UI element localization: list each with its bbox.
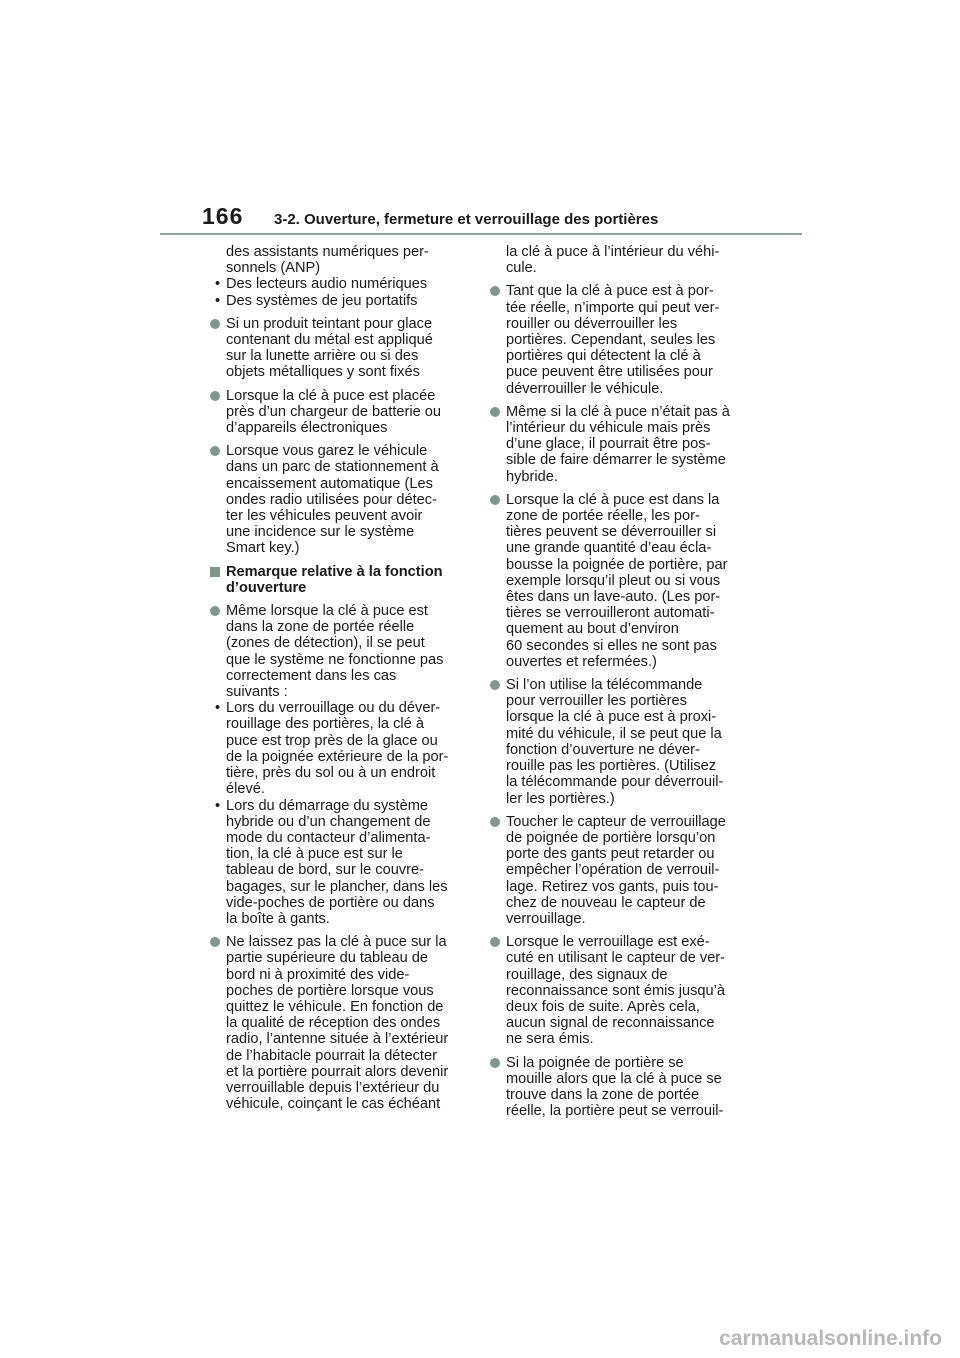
list-item <box>210 798 472 928</box>
bullet-text: Si l’on utilise la télécommande pour verrouiller les portières lorsque la clé à puce est à proxi- mité du véhicule, il se peut que la fonction d’ouverture ne déver- rouille pas les portières. (Utilisez la télécommande pour déverrouil- ler les portières.) <box>506 677 724 807</box>
list-dash: • <box>215 276 221 293</box>
bullet-icon <box>210 937 220 947</box>
bullet-icon <box>210 319 220 329</box>
bullet-paragraph <box>210 603 472 700</box>
list-dash: • <box>215 292 221 309</box>
list-item-text: Lors du démarrage du système hybride ou d’un changement de mode du contacteur d’alimenta- tion, la clé à puce est sur le tableau de bord, sur le couvre- bagages, sur le plancher, dans les vide-poches de portière ou dans la boîte à gants. <box>226 797 448 927</box>
continued-text: des assistants numériques per- sonnels (ANP) <box>226 244 429 277</box>
bullet-icon <box>210 606 220 616</box>
section-heading <box>210 564 472 596</box>
bullet-text: Lorsque la clé à puce est placée près d’un chargeur de batterie ou d’appareils électroniques <box>226 387 441 437</box>
page-header <box>202 203 802 235</box>
bullet-paragraph <box>210 388 472 437</box>
list-item-text: Lors du verrouillage ou du déver- rouillage des portières, la clé à puce est trop près de la glace ou de la poignée extérieure de la por- tière, près du sol ou à un endroit élevé. <box>226 700 449 798</box>
bullet-paragraph <box>210 443 472 556</box>
watermark: carmanualsonline.info <box>719 1327 942 1350</box>
bullet-paragraph <box>490 934 760 1047</box>
bullet-paragraph <box>490 283 760 396</box>
bullet-icon <box>490 817 500 827</box>
list-item <box>210 276 472 292</box>
right-column <box>490 244 760 1126</box>
bullet-text: Même lorsque la clé à puce est dans la zone de portée réelle (zones de détection), il se peut que le système ne fonctionne pas correctement dans les cas suivants : <box>226 603 444 701</box>
continued-text: la clé à puce à l’intérieur du véhi- cule. <box>506 244 720 277</box>
list-item <box>210 700 472 797</box>
bullet-icon <box>490 680 500 690</box>
list-item <box>210 293 472 309</box>
header-rule <box>160 233 802 235</box>
bullet-icon <box>490 407 500 417</box>
bullet-text: Lorsque le verrouillage est exé- cuté en utilisant le capteur de ver- rouillage, des signaux de reconnaissance sont émis jusqu’à deux fois de suite. Après cela, aucun signal de reconnaissance ne sera émis. <box>506 934 726 1048</box>
bullet-paragraph <box>490 1055 760 1120</box>
bullet-text: Tant que la clé à puce est à por- tée réelle, n’importe qui peut ver- rouiller ou déverrouiller les portières. Cependant, seules les portières qui détectent la clé à puce peuvent être utilisées pour déverrouiller le véhicule. <box>506 283 720 397</box>
bullet-paragraph <box>210 316 472 381</box>
bullet-text: Lorsque la clé à puce est dans la zone de portée réelle, les por- tières peuvent se déverrouiller si une grande quantité d’eau écla- bousse la poignée de portière, par exemple lorsqu’il pleut ou si vous êtes dans un lave-auto. (Les por- tières se verrouilleront automati- quement au bout d’environ 60 secondes si elles ne sont pas ouvertes et refermées.) <box>506 491 728 670</box>
bullet-text: Toucher le capteur de verrouillage de poignée de portière lorsqu’on porte des gants peut retarder ou empêcher l’opération de verrouil- lage. Retirez vos gants, puis tou- chez de nouveau le capteur de verrouillage. <box>506 813 726 927</box>
section-title: 3-2. Ouverture, fermeture et verrouillage des portières <box>274 211 659 228</box>
bullet-text: Si un produit teintant pour glace contenant du métal est appliqué sur la lunette arrière ou si des objets métalliques y sont fixés <box>226 315 433 381</box>
bullet-paragraph <box>490 814 760 927</box>
bullet-paragraph <box>490 404 760 485</box>
bullet-icon <box>490 286 500 296</box>
square-bullet-icon <box>210 567 220 577</box>
bullet-text: Même si la clé à puce n’était pas à l’intérieur du véhicule mais près d’une glace, il pourrait être pos- sible de faire démarrer le système hybride. <box>506 403 730 485</box>
list-dash: • <box>215 700 221 717</box>
page-number: 166 <box>202 203 244 229</box>
bullet-icon <box>210 446 220 456</box>
bullet-icon <box>490 937 500 947</box>
bullet-icon <box>490 495 500 505</box>
bullet-icon <box>210 391 220 401</box>
bullet-paragraph <box>490 677 760 807</box>
heading-text: Remarque relative à la fonction d’ouverture <box>226 563 443 596</box>
bullet-text: Ne laissez pas la clé à puce sur la partie supérieure du tableau de bord ni à proximité des vide- poches de portière lorsque vous quittez le véhicule. En fonction de la qualité de réception des ondes radio, l’antenne située à l’extérieur de l’habitacle pourrait la détecter et la portière pourrait alors devenir verrouillable depuis l’extérieur du véhicule, coinçant le cas échéant <box>226 934 449 1113</box>
bullet-text: Lorsque vous garez le véhicule dans un parc de stationnement à encaissement automatique (Les ondes radio utilisées pour détec- ter les véhicules peuvent avoir une incidence sur le système Smart key.) <box>226 443 439 557</box>
bullet-paragraph <box>490 492 760 670</box>
list-item-text: Des lecteurs audio numériques <box>226 276 428 293</box>
bullet-paragraph <box>210 934 472 1112</box>
bullet-text: Si la poignée de portière se mouille alors que la clé à puce se trouve dans la zone de portée réelle, la portière peut se verrouil- <box>506 1054 724 1120</box>
list-item-text: Des systèmes de jeu portatifs <box>226 292 418 309</box>
list-dash: • <box>215 797 221 814</box>
bullet-icon <box>490 1058 500 1068</box>
left-column <box>210 244 472 1119</box>
